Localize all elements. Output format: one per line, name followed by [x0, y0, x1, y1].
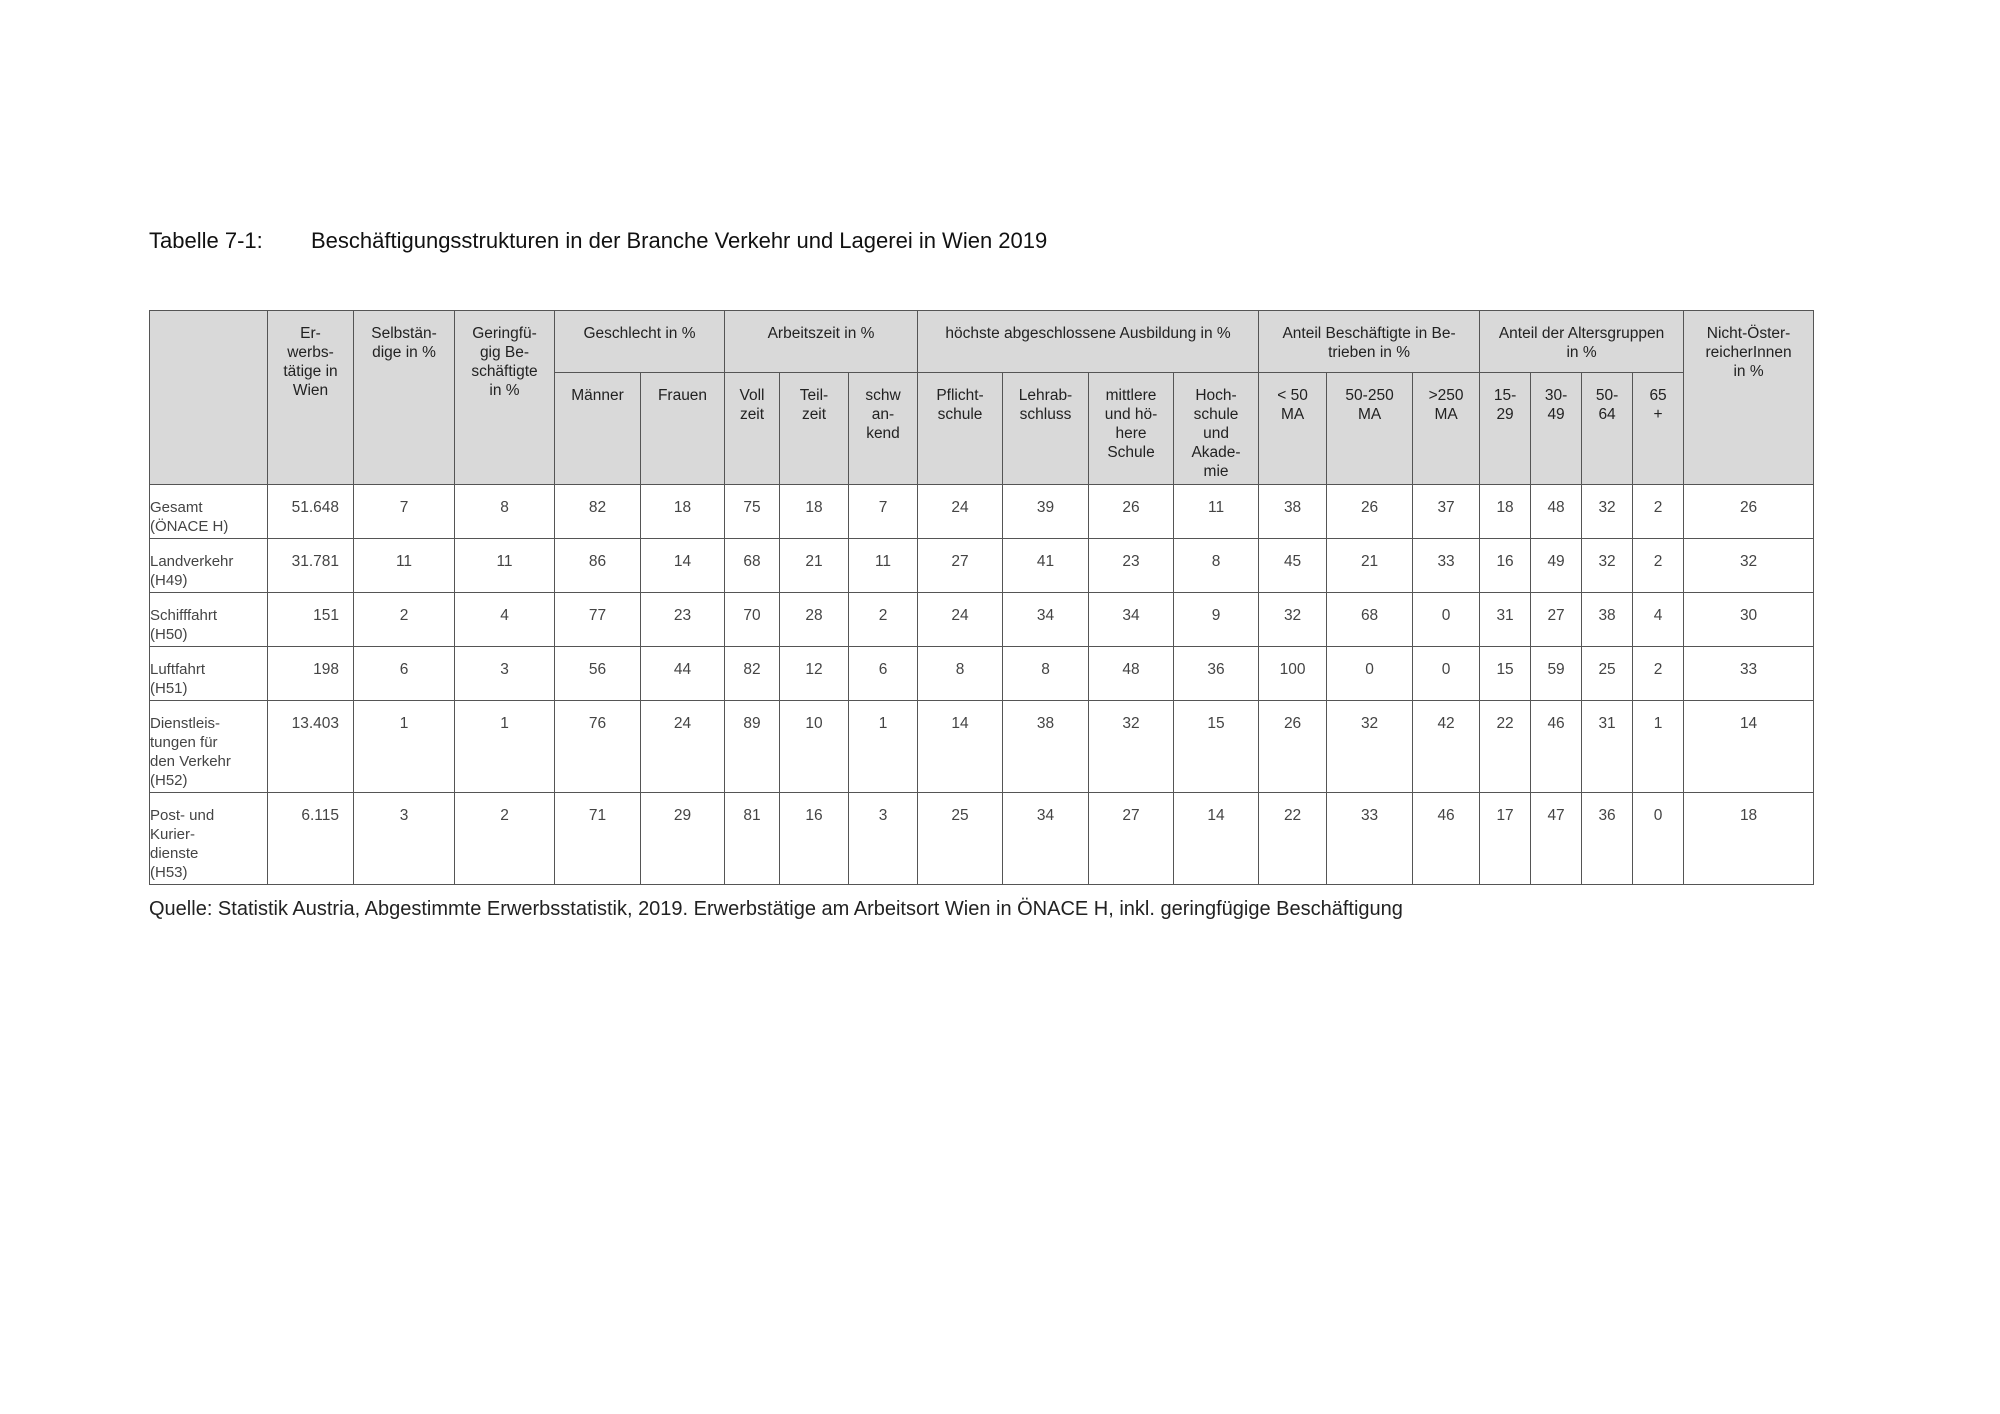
table-caption: [149, 228, 1047, 254]
table-cell: 71: [555, 793, 641, 885]
table-cell: 22: [1480, 701, 1531, 793]
table-cell: 22: [1259, 793, 1327, 885]
table-cell: 3: [455, 647, 555, 701]
table-cell: 2: [1633, 539, 1684, 593]
table-cell: 7: [354, 485, 455, 539]
table-cell: 33: [1684, 647, 1814, 701]
header-alter-15-29: 15- 29: [1480, 373, 1531, 485]
table-cell: 89: [725, 701, 780, 793]
table-cell: 1: [849, 701, 918, 793]
table-cell: 21: [780, 539, 849, 593]
header-arbeitszeit: Arbeitszeit in %: [725, 311, 918, 373]
table-cell: 26: [1089, 485, 1174, 539]
table-cell: 36: [1582, 793, 1633, 885]
table-cell: 39: [1003, 485, 1089, 539]
table-cell: 42: [1413, 701, 1480, 793]
table-cell: 10: [780, 701, 849, 793]
table-cell: 23: [1089, 539, 1174, 593]
header-mittlere-hoehere-schule: mittlere und hö- here Schule: [1089, 373, 1174, 485]
row-label: Luftfahrt (H51): [150, 647, 268, 701]
table-cell: 4: [1633, 593, 1684, 647]
table-row: [150, 539, 1814, 593]
table-cell: 12: [780, 647, 849, 701]
table-cell: 28: [780, 593, 849, 647]
table-cell: 38: [1003, 701, 1089, 793]
table-cell: 14: [1174, 793, 1259, 885]
table-cell: 7: [849, 485, 918, 539]
header-erwerbstaetige: Er- werbs- tätige in Wien: [268, 311, 354, 485]
table-cell: 2: [1633, 647, 1684, 701]
row-label: Gesamt (ÖNACE H): [150, 485, 268, 539]
table-cell: 3: [354, 793, 455, 885]
table-cell: 27: [1089, 793, 1174, 885]
table-cell: 100: [1259, 647, 1327, 701]
table-cell: 32: [1089, 701, 1174, 793]
table-cell: 14: [1684, 701, 1814, 793]
table-cell: 151: [268, 593, 354, 647]
table-cell: 4: [455, 593, 555, 647]
table-cell: 8: [918, 647, 1003, 701]
table-cell: 29: [641, 793, 725, 885]
table-cell: 32: [1684, 539, 1814, 593]
header-selbstaendige: Selbstän- dige in %: [354, 311, 455, 485]
table-cell: 48: [1089, 647, 1174, 701]
table-cell: 59: [1531, 647, 1582, 701]
table-cell: 2: [1633, 485, 1684, 539]
header-alter-50-64: 50- 64: [1582, 373, 1633, 485]
table-cell: 2: [849, 593, 918, 647]
table-cell: 6: [354, 647, 455, 701]
table-cell: 2: [354, 593, 455, 647]
table-cell: 24: [918, 485, 1003, 539]
table-number: Tabelle 7-1:: [149, 228, 263, 253]
header-unter-50-ma: < 50 MA: [1259, 373, 1327, 485]
table-cell: 6.115: [268, 793, 354, 885]
employment-structure-table: [149, 310, 1814, 885]
table-cell: 8: [1174, 539, 1259, 593]
table-cell: 46: [1531, 701, 1582, 793]
table-cell: 0: [1413, 593, 1480, 647]
table-cell: 16: [1480, 539, 1531, 593]
table-cell: 14: [918, 701, 1003, 793]
table-body: [150, 485, 1814, 885]
table-cell: 82: [555, 485, 641, 539]
table-cell: 8: [455, 485, 555, 539]
table-cell: 32: [1582, 485, 1633, 539]
table-title: Beschäftigungsstrukturen in der Branche Verkehr und Lagerei in Wien 2019: [311, 228, 1048, 253]
table-cell: 27: [918, 539, 1003, 593]
table-row: [150, 793, 1814, 885]
table-cell: 11: [354, 539, 455, 593]
table-cell: 3: [849, 793, 918, 885]
table-cell: 24: [641, 701, 725, 793]
table-cell: 21: [1327, 539, 1413, 593]
header-vollzeit: Voll zeit: [725, 373, 780, 485]
table-cell: 26: [1684, 485, 1814, 539]
table-cell: 11: [455, 539, 555, 593]
table-cell: 36: [1174, 647, 1259, 701]
table-cell: 30: [1684, 593, 1814, 647]
table-row: [150, 593, 1814, 647]
table-cell: 0: [1327, 647, 1413, 701]
header-hochschule-akademie: Hoch- schule und Akade- mie: [1174, 373, 1259, 485]
source-note: Quelle: Statistik Austria, Abgestimmte Erwerbsstatistik, 2019. Erwerbstätige am Arbeitsort Wien in ÖNACE H, inkl. geringfügige Beschäftigung: [149, 898, 1403, 920]
header-lehrabschluss: Lehrab- schluss: [1003, 373, 1089, 485]
row-label: Schifffahrt (H50): [150, 593, 268, 647]
table-cell: 37: [1413, 485, 1480, 539]
header-altersgruppen: Anteil der Altersgruppen in %: [1480, 311, 1684, 373]
table-cell: 1: [1633, 701, 1684, 793]
table-cell: 49: [1531, 539, 1582, 593]
row-label: Dienstleis- tungen für den Verkehr (H52): [150, 701, 268, 793]
table-cell: 18: [780, 485, 849, 539]
header-ueber-250-ma: >250 MA: [1413, 373, 1480, 485]
table-cell: 34: [1003, 793, 1089, 885]
table-cell: 31: [1582, 701, 1633, 793]
table-cell: 26: [1327, 485, 1413, 539]
table-cell: 14: [641, 539, 725, 593]
table-cell: 33: [1413, 539, 1480, 593]
table-cell: 1: [354, 701, 455, 793]
table-cell: 38: [1582, 593, 1633, 647]
table-cell: 26: [1259, 701, 1327, 793]
table-cell: 34: [1003, 593, 1089, 647]
table-cell: 25: [918, 793, 1003, 885]
table-row: [150, 647, 1814, 701]
table-row: [150, 701, 1814, 793]
header-maenner: Männer: [555, 373, 641, 485]
table-cell: 51.648: [268, 485, 354, 539]
table-cell: 31.781: [268, 539, 354, 593]
table-cell: 11: [849, 539, 918, 593]
table-cell: 17: [1480, 793, 1531, 885]
table-cell: 18: [1480, 485, 1531, 539]
table-cell: 48: [1531, 485, 1582, 539]
header-nicht-oesterreicher: Nicht-Öster- reicherInnen in %: [1684, 311, 1814, 485]
table-cell: 9: [1174, 593, 1259, 647]
table-cell: 86: [555, 539, 641, 593]
table-cell: 198: [268, 647, 354, 701]
table-cell: 0: [1633, 793, 1684, 885]
table-cell: 18: [1684, 793, 1814, 885]
table-cell: 44: [641, 647, 725, 701]
header-50-250-ma: 50-250 MA: [1327, 373, 1413, 485]
header-ausbildung: höchste abgeschlossene Ausbildung in %: [918, 311, 1259, 373]
table-cell: 46: [1413, 793, 1480, 885]
table-cell: 23: [641, 593, 725, 647]
table-cell: 0: [1413, 647, 1480, 701]
table-cell: 1: [455, 701, 555, 793]
table-cell: 6: [849, 647, 918, 701]
table-cell: 31: [1480, 593, 1531, 647]
header-geschlecht: Geschlecht in %: [555, 311, 725, 373]
table-cell: 32: [1327, 701, 1413, 793]
table-cell: 68: [725, 539, 780, 593]
table-row: [150, 485, 1814, 539]
header-pflichtschule: Pflicht- schule: [918, 373, 1003, 485]
table-cell: 70: [725, 593, 780, 647]
header-alter-30-49: 30- 49: [1531, 373, 1582, 485]
table-cell: 16: [780, 793, 849, 885]
table-cell: 25: [1582, 647, 1633, 701]
table-cell: 75: [725, 485, 780, 539]
table-cell: 34: [1089, 593, 1174, 647]
table-cell: 32: [1259, 593, 1327, 647]
table-cell: 76: [555, 701, 641, 793]
table-cell: 82: [725, 647, 780, 701]
table-cell: 68: [1327, 593, 1413, 647]
table-cell: 13.403: [268, 701, 354, 793]
table-cell: 56: [555, 647, 641, 701]
header-geringfuegig: Geringfü- gig Be- schäftigte in %: [455, 311, 555, 485]
row-label: Post- und Kurier- dienste (H53): [150, 793, 268, 885]
row-label: Landverkehr (H49): [150, 539, 268, 593]
header-alter-65-plus: 65 +: [1633, 373, 1684, 485]
table-cell: 45: [1259, 539, 1327, 593]
table-cell: 32: [1582, 539, 1633, 593]
table-cell: 27: [1531, 593, 1582, 647]
table-cell: 33: [1327, 793, 1413, 885]
table-cell: 41: [1003, 539, 1089, 593]
table-cell: 8: [1003, 647, 1089, 701]
table-cell: 11: [1174, 485, 1259, 539]
table-cell: 38: [1259, 485, 1327, 539]
table-cell: 2: [455, 793, 555, 885]
header-betriebe: Anteil Beschäftigte in Be- trieben in %: [1259, 311, 1480, 373]
table-cell: 15: [1174, 701, 1259, 793]
table-cell: 81: [725, 793, 780, 885]
header-frauen: Frauen: [641, 373, 725, 485]
header-empty-cell: [150, 311, 268, 485]
table-cell: 77: [555, 593, 641, 647]
header-schwankend: schw an- kend: [849, 373, 918, 485]
table-cell: 47: [1531, 793, 1582, 885]
table-cell: 15: [1480, 647, 1531, 701]
table-cell: 18: [641, 485, 725, 539]
table-cell: 24: [918, 593, 1003, 647]
header-teilzeit: Teil- zeit: [780, 373, 849, 485]
